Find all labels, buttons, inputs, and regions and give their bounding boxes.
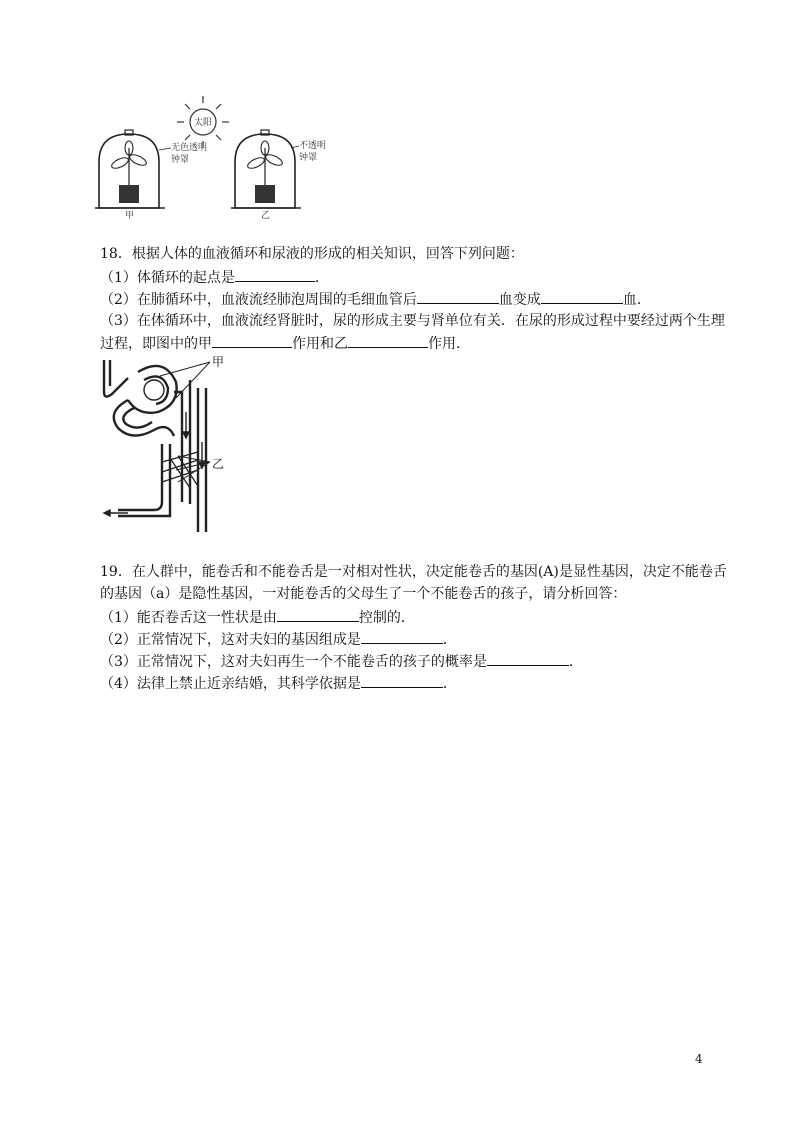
- jar-a-caption: 甲: [125, 211, 135, 220]
- nephron-diagram: [98, 352, 248, 537]
- jar-b-note-line2: 钟罩: [299, 153, 318, 163]
- q18-blank-5[interactable]: [348, 333, 428, 348]
- label-yi: 乙: [212, 457, 225, 471]
- q19-blank-4[interactable]: [361, 673, 443, 688]
- q18-part3-cont: 过程，即图中的甲 作用和乙 作用．: [100, 333, 470, 354]
- q18-part1: （1）体循环的起点是 ．: [100, 267, 329, 288]
- sun-label: 太阳: [194, 118, 213, 128]
- q19-line2: 的基因（a）是隐性基因，一对能卷舌的父母生了一个不能卷舌的孩子，请分析回答：: [100, 586, 627, 602]
- jar-b-note-line1: 不透明: [299, 141, 327, 151]
- q18-blank-1[interactable]: [235, 267, 315, 282]
- q19-part4: （4）法律上禁止近亲结婚，其科学依据是 ．: [100, 673, 457, 694]
- jar-b-caption: 乙: [261, 211, 271, 220]
- q19-blank-1[interactable]: [277, 607, 359, 622]
- page-number: 4: [695, 1052, 703, 1066]
- jar-a-note-line1: 无色透明: [171, 143, 208, 153]
- q18-blank-3[interactable]: [541, 289, 623, 304]
- q18-title: 18．根据人体的血液循环和尿液的形成的相关知识，回答下列问题：: [100, 246, 524, 262]
- opaque-bell-jar: [231, 130, 301, 208]
- transparent-bell-jar: [95, 130, 171, 208]
- q19-part1: （1）能否卷舌这一性状是由 控制的．: [100, 607, 415, 628]
- q19-part3: （3）正常情况下，这对夫妇再生一个不能卷舌的孩子的概率是 ．: [100, 651, 583, 672]
- jar-a-note-line2: 钟罩: [171, 155, 190, 165]
- q19-blank-3[interactable]: [487, 651, 569, 666]
- q19-blank-2[interactable]: [361, 629, 443, 644]
- q18-part2: （2）在肺循环中，血液流经肺泡周围的毛细血管后 血变成 血．: [100, 289, 651, 310]
- q19-line1: 19．在人群中，能卷舌和不能卷舌是一对相对性状，决定能卷舌的基因(A)是显性基因，决定不能卷舌: [100, 564, 727, 580]
- q19-part2: （2）正常情况下，这对夫妇的基因组成是 ．: [100, 629, 457, 650]
- q18-blank-4[interactable]: [212, 333, 292, 348]
- label-jia: 甲: [212, 355, 225, 369]
- q18-blank-2[interactable]: [417, 289, 499, 304]
- q18-part3: （3）在体循环中，血液流经肾脏时，尿的形成主要与肾单位有关．在尿的形成过程中要经过两个生理: [100, 313, 725, 329]
- bell-jar-figure: [95, 90, 335, 220]
